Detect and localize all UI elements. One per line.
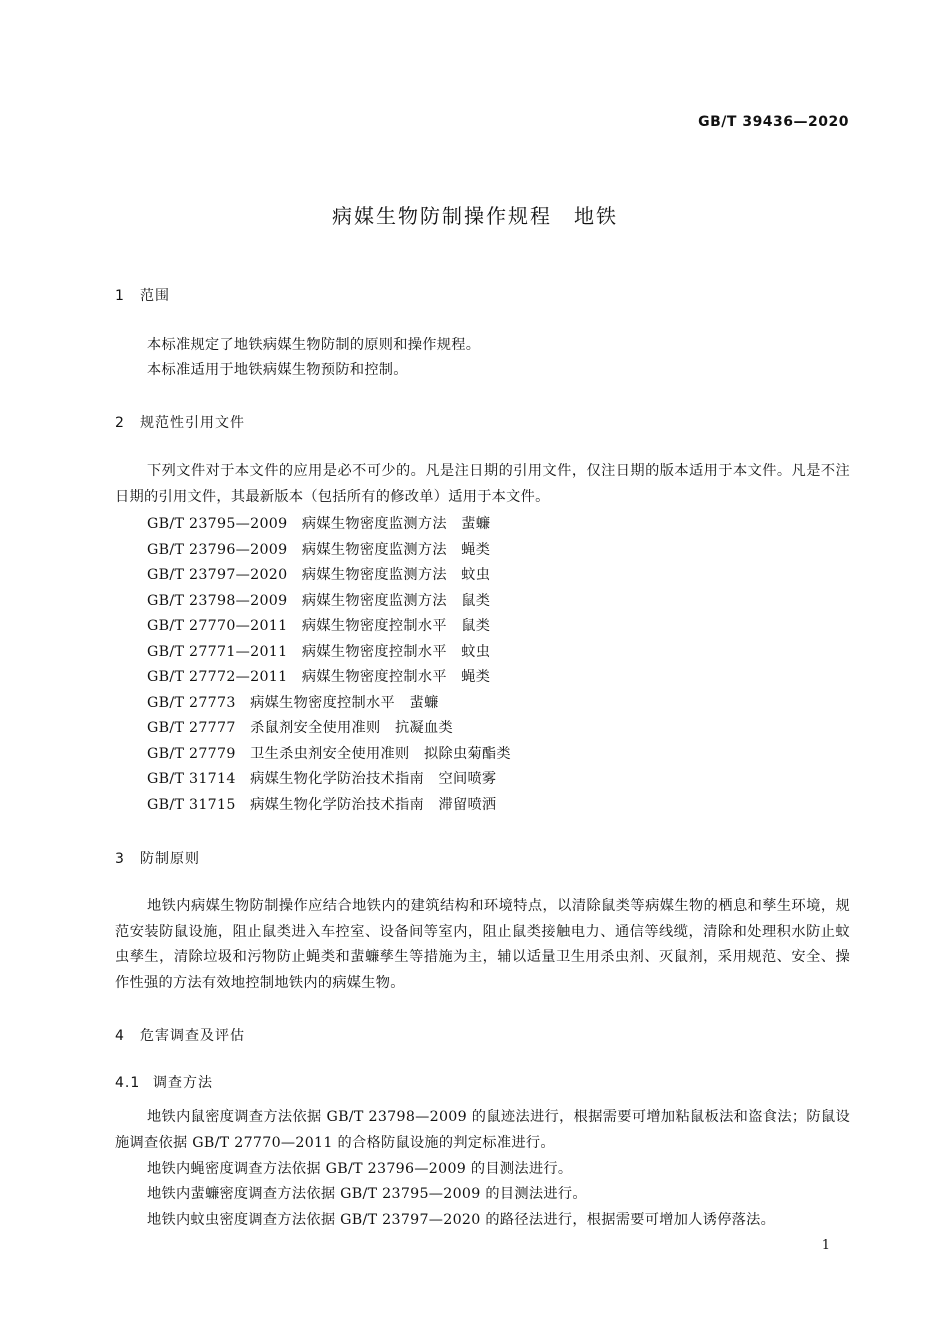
paragraph: 地铁内鼠密度调查方法依据 GB/T 23798—2009 的鼠迹法进行，根据需要可增加粘鼠板法和盗食法；防鼠设施调查依据 GB/T 27770—2011 的合格防鼠设施的判定标准进行。: [115, 1109, 850, 1151]
paragraph: 地铁内蚊虫密度调查方法依据 GB/T 23797—2020 的路径法进行，根据需要可增加人诱停落法。: [147, 1212, 776, 1228]
subsection-number: 4.1: [115, 1075, 141, 1091]
paragraph: 地铁内蜚蠊密度调查方法依据 GB/T 23795—2009 的目测法进行。: [147, 1186, 587, 1202]
standard-code: GB/T 39436—2020: [698, 114, 849, 130]
reference-item: GB/T 23796—2009 病媒生物密度监测方法 蝇类: [147, 542, 491, 558]
section-title: 范围: [140, 288, 170, 304]
reference-item: GB/T 27771—2011 病媒生物密度控制水平 蚊虫: [147, 644, 491, 660]
section-title: 危害调查及评估: [140, 1028, 245, 1044]
section-title: 防制原则: [140, 851, 200, 867]
section-number: 1: [115, 288, 125, 304]
paragraph: 地铁内蝇密度调查方法依据 GB/T 23796—2009 的目测法进行。: [147, 1161, 573, 1177]
paragraph: 下列文件对于本文件的应用是必不可少的。凡是注日期的引用文件，仅注日期的版本适用于本文件。凡是不注日期的引用文件，其最新版本（包括所有的修改单）适用于本文件。: [115, 463, 850, 505]
reference-item: GB/T 27770—2011 病媒生物密度控制水平 鼠类: [147, 618, 491, 634]
section-number: 2: [115, 415, 125, 431]
reference-item: GB/T 27772—2011 病媒生物密度控制水平 蝇类: [147, 669, 491, 685]
reference-item: GB/T 31714 病媒生物化学防治技术指南 空间喷雾: [147, 771, 497, 787]
subsection-4-1-heading: [115, 1072, 213, 1092]
section-3-heading: [115, 848, 200, 868]
subsection-title: 调查方法: [153, 1075, 213, 1091]
paragraph: 本标准规定了地铁病媒生物防制的原则和操作规程。: [147, 337, 481, 353]
reference-item: GB/T 23797—2020 病媒生物密度监测方法 蚊虫: [147, 567, 491, 583]
section-number: 3: [115, 851, 125, 867]
page-number: 1: [821, 1238, 830, 1253]
paragraph: 本标准适用于地铁病媒生物预防和控制。: [147, 362, 408, 378]
section-2-heading: [115, 412, 245, 432]
reference-item: GB/T 31715 病媒生物化学防治技术指南 滞留喷洒: [147, 797, 497, 813]
section-1-heading: [115, 285, 170, 305]
reference-item: GB/T 23795—2009 病媒生物密度监测方法 蜚蠊: [147, 516, 491, 532]
reference-item: GB/T 27779 卫生杀虫剂安全使用准则 拟除虫菊酯类: [147, 746, 511, 762]
section-4-heading: [115, 1025, 245, 1045]
paragraph: 地铁内病媒生物防制操作应结合地铁内的建筑结构和环境特点，以清除鼠类等病媒生物的栖息和孳生环境，规范安装防鼠设施，阻止鼠类进入车控室、设备间等室内，阻止鼠类接触电力、通信等线缆，清除和处理积水防止蚊虫孳生，清除垃圾和污物防止蝇类和蜚蠊孳生等措施为主，辅以适量卫生用杀虫剂、灭鼠剂，采用规范、安全、操作性强的方法有效地控制地铁内的病媒生物。: [115, 898, 850, 991]
section-number: 4: [115, 1028, 125, 1044]
reference-item: GB/T 23798—2009 病媒生物密度监测方法 鼠类: [147, 593, 491, 609]
section-title: 规范性引用文件: [140, 415, 245, 431]
reference-item: GB/T 27773 病媒生物密度控制水平 蜚蠊: [147, 695, 439, 711]
reference-item: GB/T 27777 杀鼠剂安全使用准则 抗凝血类: [147, 720, 453, 736]
document-title: 病媒生物防制操作规程 地铁: [332, 204, 618, 228]
